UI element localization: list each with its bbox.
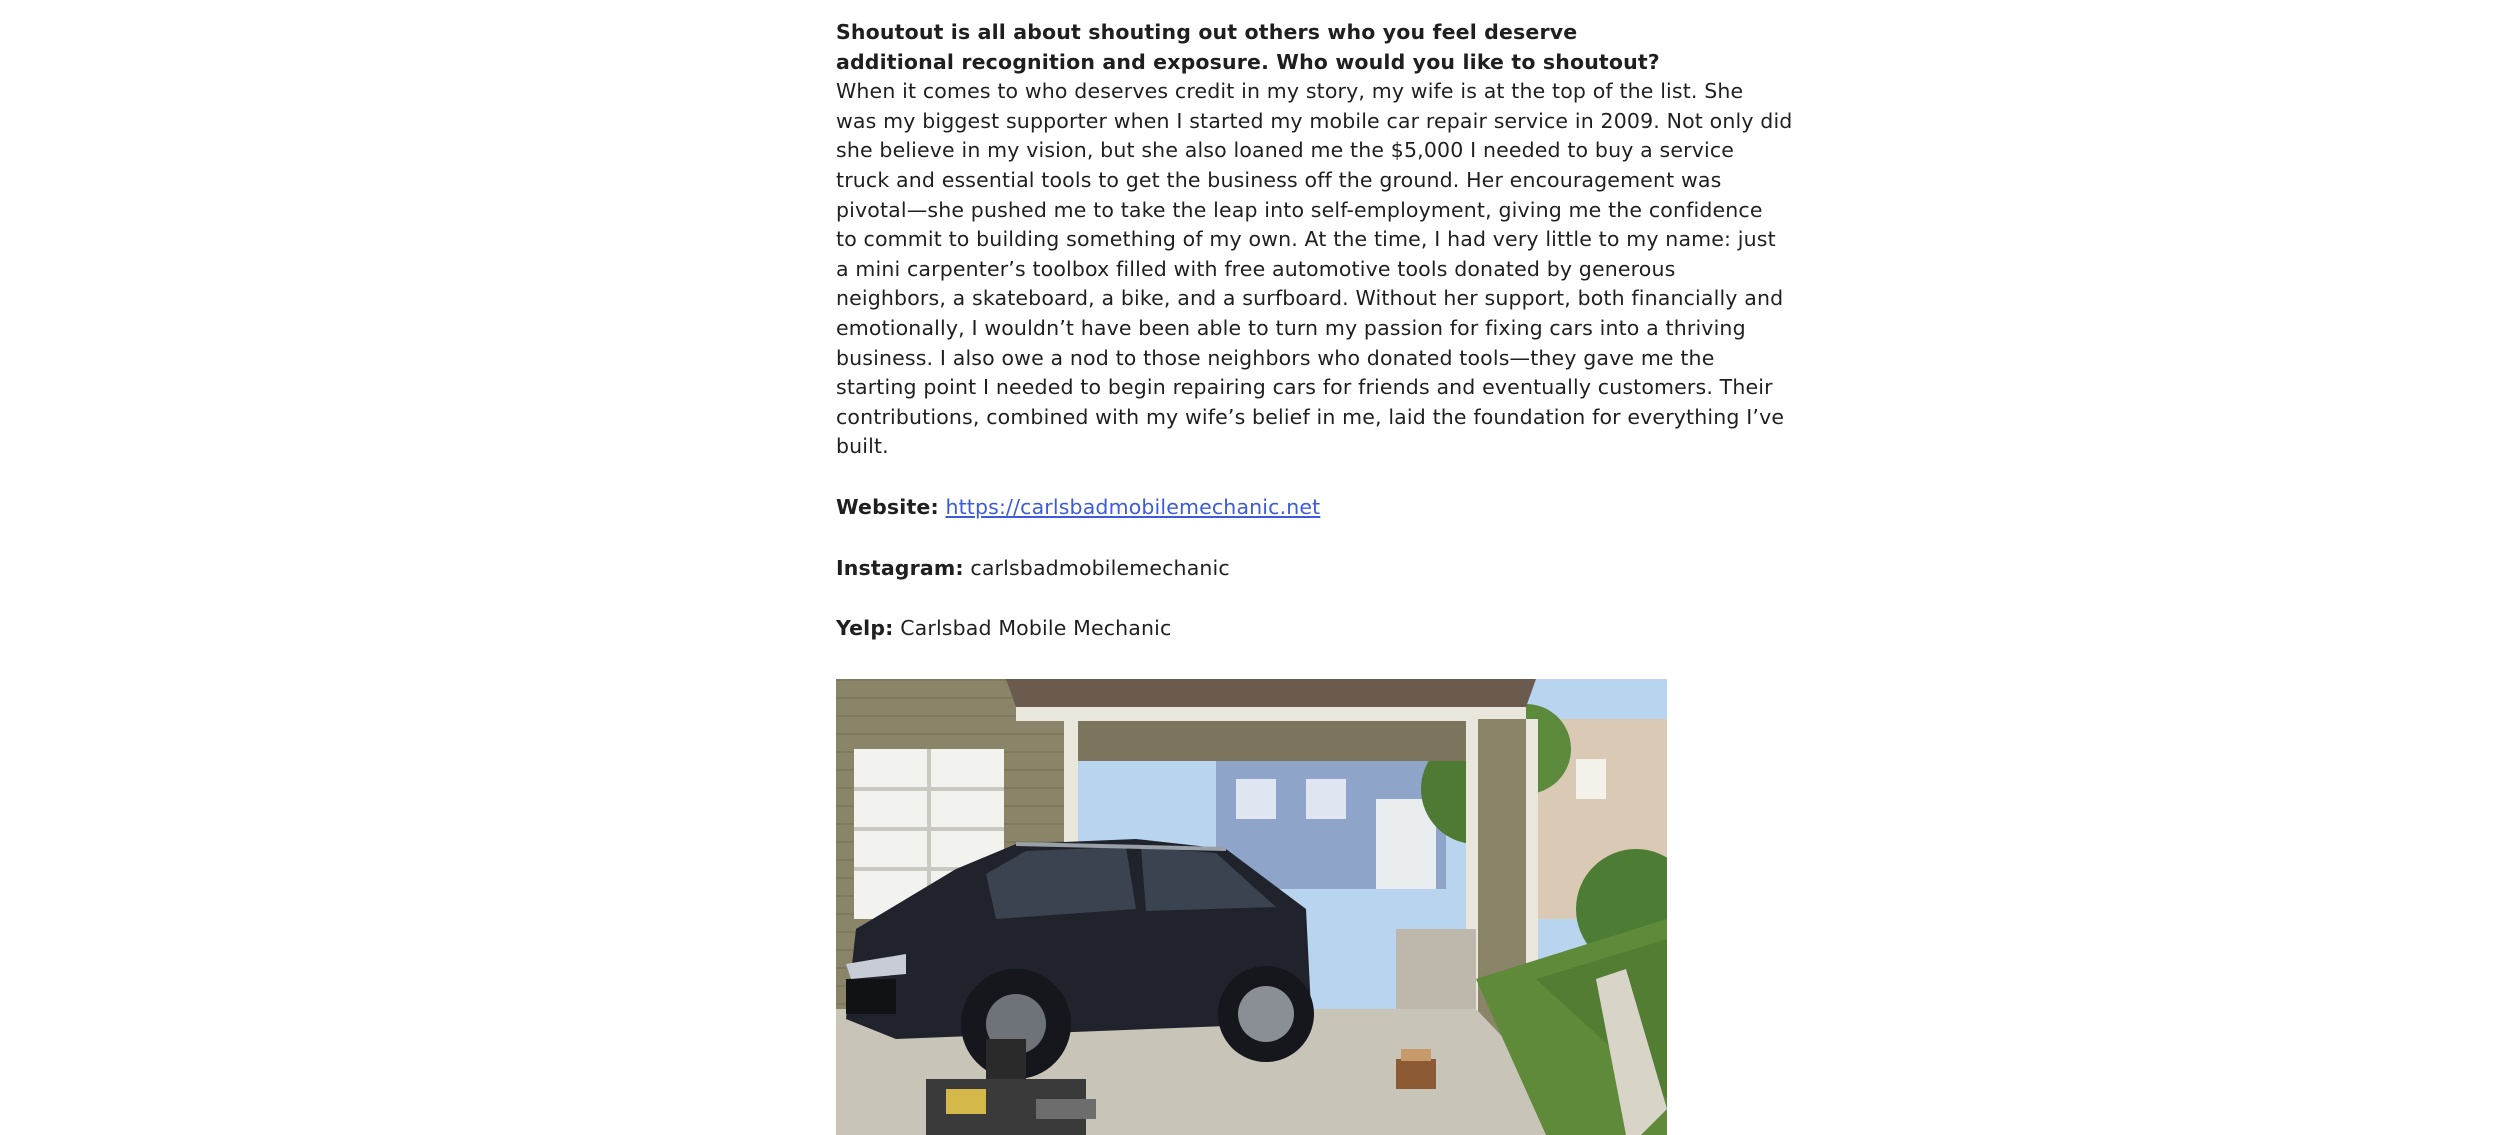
website-row xyxy=(836,493,1668,523)
answer-line: business. I also owe a nod to those neighbors who donated tools—they gave me the xyxy=(836,345,1715,370)
answer-line: contributions, combined with my wife’s belief in me, laid the foundation for everything I’ve xyxy=(836,404,1785,429)
yelp-row xyxy=(836,614,1668,644)
answer-line: was my biggest supporter when I started my mobile car repair service in 2009. Not only did xyxy=(836,108,1793,133)
answer-line: emotionally, I wouldn’t have been able to turn my passion for fixing cars into a thriving xyxy=(836,315,1746,340)
shoutout-question: Shoutout is all about shouting out others who you feel deserve additional recognition and exposure. Who would you like to shoutout? xyxy=(836,20,1660,74)
instagram-row xyxy=(836,554,1668,584)
answer-line: built. xyxy=(836,434,889,459)
shoutout-answer xyxy=(836,77,1793,462)
answer-line: starting point I needed to begin repairing cars for friends and eventually customers. Their xyxy=(836,375,1773,400)
answer-line: truck and essential tools to get the business off the ground. Her encouragement was xyxy=(836,167,1722,192)
answer-line: a mini carpenter’s toolbox filled with free automotive tools donated by generous xyxy=(836,256,1676,281)
answer-line: When it comes to who deserves credit in my story, my wife is at the top of the list. She xyxy=(836,79,1744,104)
website-label: Website: xyxy=(836,494,939,519)
answer-line: pivotal—she pushed me to take the leap into self-employment, giving me the confidence xyxy=(836,197,1763,222)
answer-line: she believe in my vision, but she also loaned me the $5,000 I needed to buy a service xyxy=(836,138,1735,163)
shoutout-article xyxy=(836,18,1793,644)
yelp-name: Carlsbad Mobile Mechanic xyxy=(900,616,1172,641)
yelp-label: Yelp: xyxy=(836,616,894,641)
instagram-handle: carlsbadmobilemechanic xyxy=(970,555,1230,580)
article-photo xyxy=(836,679,1667,1135)
answer-line: neighbors, a skateboard, a bike, and a surfboard. Without her support, both financially and xyxy=(836,286,1784,311)
answer-line: to commit to building something of my own. At the time, I had very little to my name: just xyxy=(836,227,1776,252)
garage-car-photo xyxy=(836,679,1667,1135)
instagram-label: Instagram: xyxy=(836,555,964,580)
website-link[interactable]: https://carlsbadmobilemechanic.net xyxy=(945,494,1321,519)
